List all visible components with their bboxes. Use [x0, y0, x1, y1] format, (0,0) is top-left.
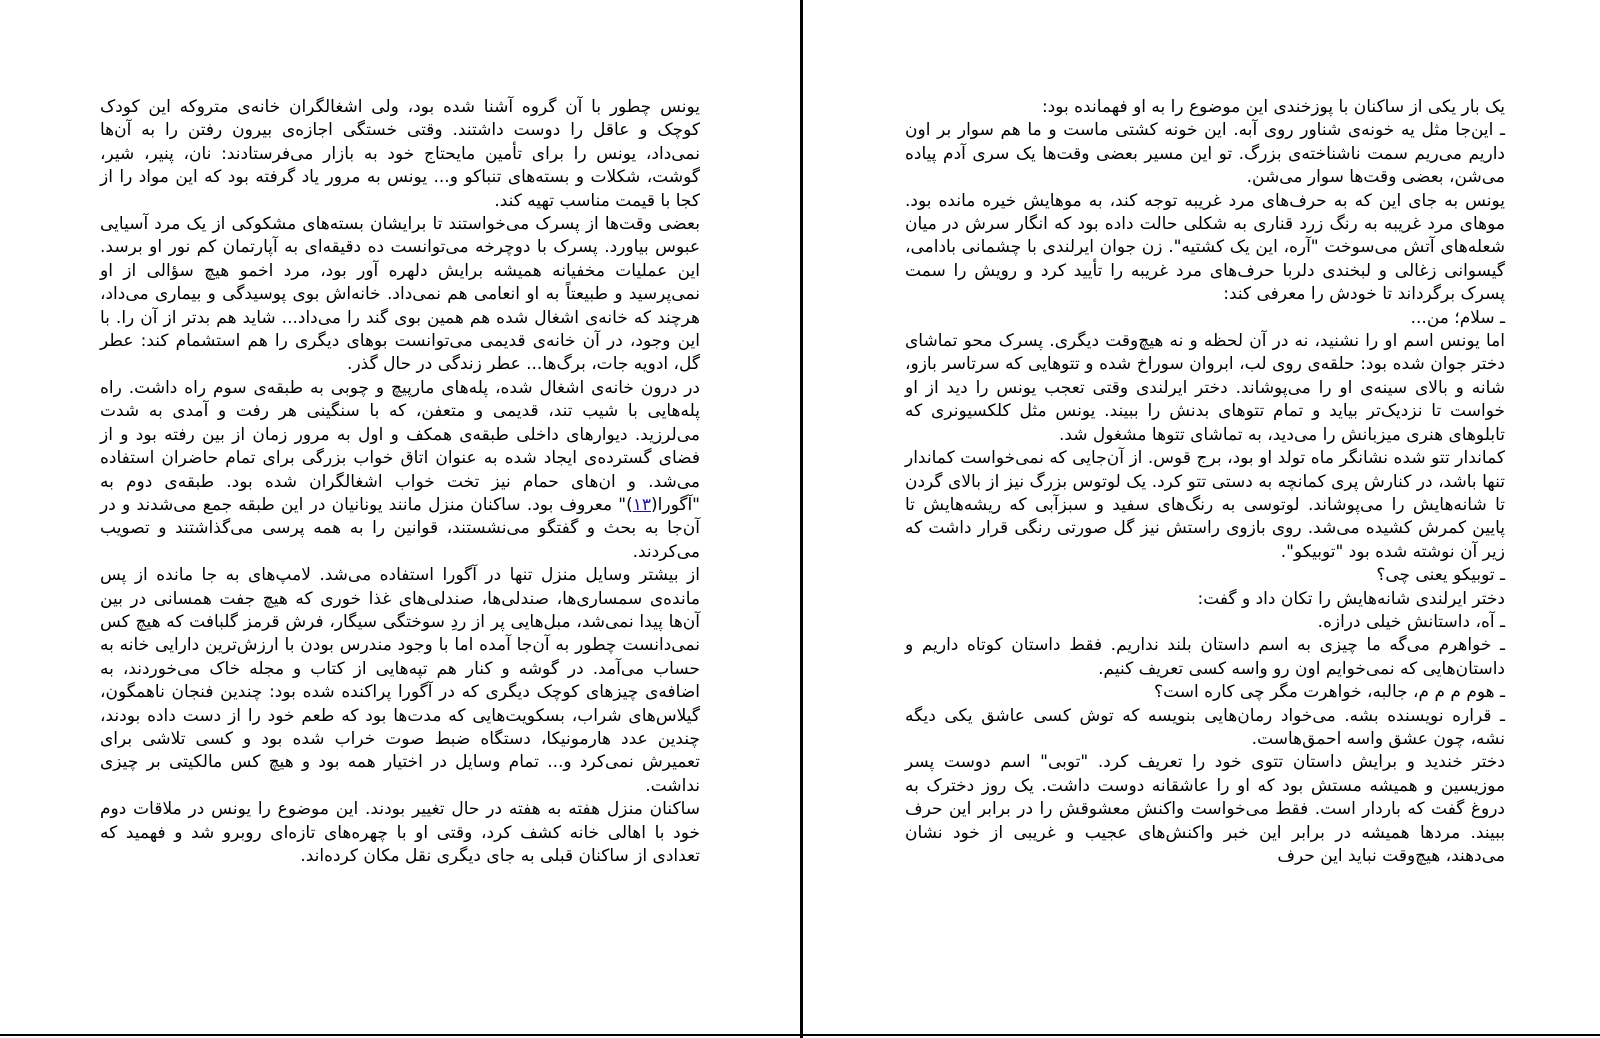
- footnote-link[interactable]: ۱۳: [632, 494, 652, 515]
- paragraph: بعضی وقت‌ها از پسرک می‌خواستند تا برایشان بسته‌های مشکوکی از یک مرد آسیایی عبوس بیاورد. پسرک با دوچرخه می‌توانست ده دقیقه‌ای به آپارتمان کم نور او برسد. این عملیات مخفیانه همیشه برایش دلهره آور بود، مرد اخمو هیچ سؤالی از او نمی‌پرسید و طبیعتاً به او انعامی هم نمی‌داد. خانه‌اش بوی پوسیدگی و بیماری می‌داد، هرچند که خانه‌ی اشغال شده هم همین بوی گند را می‌داد... شاید هم بدتر از آن را. با این وجود، در آن خانه‌ی قدیمی می‌توانست بوهای دیگری را هم استشمام کند: عطر گل، ادویه جات، برگ‌ها... عطر زندگی در حال گذر.: [100, 214, 700, 375]
- paragraph: اما یونس اسم او را نشنید، نه در آن لحظه و نه هیچ‌وقت دیگری. پسرک محو تماشای دختر جوان شده بود: حلقه‌ی روی لب، ابروان سوراخ شده و تتوهایی که سرتاسر بازو، شانه و بالای سینه‌ی او را می‌پوشاند. دختر ایرلندی وقتی تعجب یونس را دید از او خواست تا نزدیک‌تر بیاید و تمام تتوهای بدنش را ببیند. یونس مثل کلکسیونری که تابلوهای هنری میزبانش را می‌دید، به تماشای تتوها مشغول شد.: [905, 331, 1505, 445]
- paragraph: دختر خندید و برایش داستان تتوی خود را تعریف کرد. "توبی" اسم دوست پسر موزیسین و همیشه مستش بود که او را عاشقانه دوست داشت. یک روز دخترک به دروغ گفت که باردار است. فقط می‌خواست واکنش معشوقش را در برابر این حرف ببیند. مردها همیشه در برابر این خبر واکنش‌های عجیب و غریبی از خود نشان می‌دهند، هیچ‌وقت نباید این حرف: [905, 752, 1505, 866]
- paragraph: دختر ایرلندی شانه‌هایش را تکان داد و گفت:: [1197, 588, 1505, 609]
- paragraph: ـ هوم م م م، جالبه، خواهرت مگر چی کاره است؟: [1154, 682, 1505, 703]
- paragraph: یونس چطور با آن گروه آشنا شده بود، ولی اشغالگران خانه‌ی متروکه این کودک کوچک و عاقل را دوست داشتند. وقتی خستگی اجازه‌ی بیرون رفتن را به آن‌ها نمی‌داد، یونس را برای تأمین مایحتاج خود به بازار می‌فرستادند: نان، پنیر، شیر، گوشت، شکلات و بسته‌های تنباکو و... یونس به مرور یاد گرفته بود که این مواد را از کجا با قیمت مناسب تهیه کند.: [100, 97, 700, 211]
- paragraph: [100, 377, 700, 564]
- right-page-text: [905, 96, 1505, 868]
- paragraph-text: )" معروف بود. ساکنان منزل مانند یونانیان در این طبقه جمع می‌شدند و در آن‌جا به بحث و گفتگو می‌نشستند، قوانین را به همه پرسی می‌گذاشتند و تصویب می‌کردند.: [100, 494, 700, 562]
- paragraph: ـ این‌جا مثل یه خونه‌ی شناور روی آبه. این خونه کشتی ماست و ما هم سوار بر اون داریم می‌ریم سمت ناشناخته‌ی بزرگ. تو این مسیر بعضی وقت‌ها یک سری آدم پیاده می‌شن، بعضی وقت‌ها سوار می‌شن.: [905, 120, 1505, 188]
- paragraph-text: در درون خانه‌ی اشغال شده، پله‌های مارپیچ و چوبی به طبقه‌ی سوم راه داشت. راه پله‌هایی با شیب تند، قدیمی و متعفن، که با سنگینی هر رفت و آمدی به شدت می‌لرزید. دیوارهای داخلی طبقه‌ی همکف و اول به مرور زمان از بین رفته بود و از فضای گسترده‌ی ایجاد شده به عنوان اتاق خواب بزرگی برای تمام حاضران استفاده می‌شد. و ان‌های حمام نیز تخت خواب اشغالگران شده بود. طبقه‌ی دوم به "آگورا(: [100, 377, 700, 515]
- paragraph: ـ خواهرم می‌گه ما چیزی به اسم داستان بلند نداریم. فقط داستان کوتاه داریم و داستان‌هایی که نمی‌خوایم اون رو واسه کسی تعریف کنیم.: [905, 635, 1505, 679]
- right-page: [803, 0, 1600, 1038]
- paragraph: ساکنان منزل هفته به هفته در حال تغییر بودند. این موضوع را یونس در ملاقات دوم خود با اهالی خانه کشف کرد، وقتی او با چهره‌های تازه‌ای روبرو شد و فهمید که تعدادی از ساکنان قبلی به جای دیگری نقل مکان کرده‌اند.: [100, 799, 700, 866]
- paragraph: ـ قراره نویسنده بشه. می‌خواد رمان‌هایی بنویسه که توش کسی عاشق یکی دیگه نشه، چون عشق واسه احمق‌هاست.: [905, 705, 1505, 749]
- paragraph: یونس به جای این که به حرف‌های مرد غریبه توجه کند، به موهایش خیره مانده بود. موهای مرد غریبه به رنگ زرد قناری به شکلی حالت داده بود که انگار سرش در میان شعله‌های آتش می‌سوخت "آره، این یک کشتیه". زن جوان ایرلندی با چشمانی بادامی، گیسوانی زغالی و لبخندی دلربا حرف‌های مرد غریبه را تأیید کرد و رویش را سمت پسرک برگرداند تا خودش را معرفی کند:: [905, 190, 1505, 305]
- paragraph: ـ آه، داستانش خیلی درازه.: [1317, 611, 1505, 632]
- bottom-border: [0, 1034, 1600, 1036]
- left-page-text: [100, 96, 700, 868]
- paragraph: از بیشتر وسایل منزل تنها در آگورا استفاده می‌شد. لامپ‌های به جا مانده از پس مانده‌ی سمساری‌ها، صندلی‌ها، صندلی‌های غذا خوری که هیچ جفت همسانی در بین آن‌ها پیدا نمی‌شد، مبل‌هایی پر از ردِ سوختگی سیگار، فرش قرمز گلبافت که هیچ کس نمی‌دانست چطور به آن‌جا آمده اما با وجود مندرس بودن با ارزش‌ترین دارایی خانه به حساب می‌آمد. در گوشه و کنار هم تپه‌هایی از کتاب و مجله خاک می‌خوردند، به اضافه‌ی چیزهای کوچک دیگری که در آگورا پراکنده شده بود: چندین فنجان ناهمگون، گیلاس‌های شراب، بسکویت‌هایی که مدت‌ها بود که طعم خود را از دست داده بودند، چندین عدد هارمونیکا، دستگاه ضبط صوت خراب شده بود و کسی تلاشی برای تعمیرش نمی‌کرد و... تمام وسایل در اختیار همه بود و هیچ کس مالکیتی بر چیزی نداشت.: [100, 565, 700, 796]
- paragraph: ـ توبیکو یعنی چی؟: [1376, 565, 1505, 586]
- paragraph: کماندار تتو شده نشانگر ماه تولد او بود، برج قوس. از آن‌جایی که نمی‌خواست کماندار تنها باشد، در کنارش پری کمانچه به دستی تتو کرد. یک لوتوس بزرگ نیز از بالای گردن تا شانه‌هایش را می‌پوشاند. لوتوسی به رنگ‌های سفید و سبزآبی که ریشه‌هایش تا پایین کمرش کشیده می‌شد. روی بازوی راستش نیز گل صورتی رنگی قرار داشت که زیر آن نوشته شده بود "توبیکو".: [905, 448, 1505, 562]
- paragraph: یک بار یکی از ساکنان با پوزخندی این موضوع را به او فهمانده بود:: [1041, 97, 1505, 117]
- paragraph: ـ سلام؛ من...: [1410, 307, 1505, 328]
